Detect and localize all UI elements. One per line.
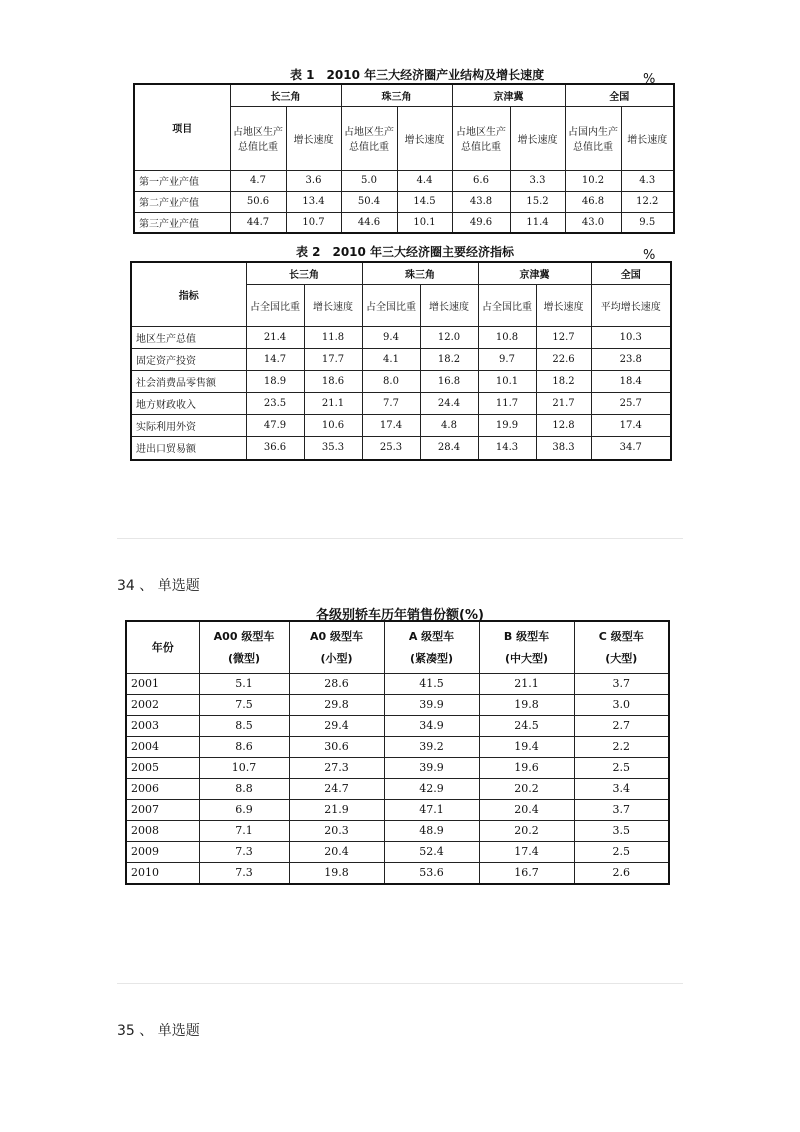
table3-header: [199, 621, 289, 673]
table3-cell: 48.9: [384, 820, 479, 841]
table2-row-label: 地区生产总值: [131, 326, 246, 348]
table1-cell: 46.8: [565, 191, 621, 212]
table2-row-label: 社会消费品零售额: [131, 370, 246, 392]
table3-year: 2004: [126, 736, 199, 757]
table2-cell: 10.1: [478, 370, 536, 392]
table2-sub-header: 平均增长速度: [591, 284, 671, 326]
table-row: [131, 348, 671, 370]
table1-group-header: 珠三角: [341, 84, 452, 106]
table2-cell: 17.7: [304, 348, 362, 370]
table-row: [131, 436, 671, 460]
table3-cell: 3.4: [574, 778, 669, 799]
table3-cell: 47.1: [384, 799, 479, 820]
table3-cell: 20.4: [289, 841, 384, 862]
table3-cell: 3.5: [574, 820, 669, 841]
table3-header: [574, 621, 669, 673]
table3-header-line2: (小型): [320, 652, 353, 666]
table3-cell: 29.4: [289, 715, 384, 736]
table1-sub-header: 占地区生产总值比重: [230, 106, 286, 170]
table3-header-line2: (微型): [227, 652, 261, 666]
table3-year: 2001: [126, 673, 199, 694]
table2-sub-header: 占全国比重: [362, 284, 420, 326]
table2-cell: 12.8: [536, 414, 591, 436]
table1-unit: %: [643, 72, 656, 87]
table3-cell: 16.7: [479, 862, 574, 884]
table3-year: 2008: [126, 820, 199, 841]
table2-cell: 28.4: [420, 436, 478, 460]
table3-header-line1: B 级型车: [503, 630, 550, 644]
table2-sub-header: 增长速度: [304, 284, 362, 326]
table1-cell: 3.3: [510, 170, 565, 191]
table3-header: [126, 621, 199, 673]
table1-cell: 44.6: [341, 212, 397, 233]
table3-header-line2: (中大型): [504, 652, 549, 666]
table3-cell: 39.9: [384, 694, 479, 715]
table2-cell: 18.2: [536, 370, 591, 392]
table3-cell: 34.9: [384, 715, 479, 736]
table1-cell: 11.4: [510, 212, 565, 233]
table2-unit: %: [643, 248, 656, 263]
table-row: [126, 841, 669, 862]
table2-cell: 38.3: [536, 436, 591, 460]
table3-cell: 5.1: [199, 673, 289, 694]
table1-group-header: 京津冀: [452, 84, 565, 106]
table3-cell: 24.7: [289, 778, 384, 799]
table2-cell: 11.7: [478, 392, 536, 414]
table-row: [126, 799, 669, 820]
table2-cell: 35.3: [304, 436, 362, 460]
table2-row-label: 进出口贸易额: [131, 436, 246, 460]
table-row: [126, 736, 669, 757]
table-row: [134, 191, 674, 212]
table1-cell: 3.6: [286, 170, 341, 191]
table1-sub-header: 增长速度: [397, 106, 452, 170]
table2-cell: 36.6: [246, 436, 304, 460]
table3-header-line1: A0 级型车: [310, 630, 363, 644]
table2-cell: 11.8: [304, 326, 362, 348]
table3-cell: 19.8: [289, 862, 384, 884]
table3-year: 2007: [126, 799, 199, 820]
table1-cell: 15.2: [510, 191, 565, 212]
table2-cell: 23.8: [591, 348, 671, 370]
table1-cell: 14.5: [397, 191, 452, 212]
table3-cell: 21.9: [289, 799, 384, 820]
table3-header: [289, 621, 384, 673]
table-row: [131, 326, 671, 348]
table2-group-header: 全国: [591, 262, 671, 284]
table1-sub-header: 增长速度: [621, 106, 674, 170]
table2-cell: 8.0: [362, 370, 420, 392]
table-row: [131, 370, 671, 392]
table2-cell: 16.8: [420, 370, 478, 392]
question-35-title: 35 、 单选题: [117, 1023, 200, 1039]
table3-header-line2: (大型): [605, 652, 638, 666]
table3-cell: 8.6: [199, 736, 289, 757]
table-row: [131, 392, 671, 414]
table3-cell: 20.2: [479, 778, 574, 799]
table3-cell: 41.5: [384, 673, 479, 694]
table3-cell: 29.8: [289, 694, 384, 715]
table2-sub-header: 增长速度: [536, 284, 591, 326]
table2-cell: 12.7: [536, 326, 591, 348]
table-row: [126, 862, 669, 884]
table3-year: 2002: [126, 694, 199, 715]
table3-header: [384, 621, 479, 673]
table-row: [126, 673, 669, 694]
table3-cell: 19.4: [479, 736, 574, 757]
table2-cell: 4.8: [420, 414, 478, 436]
table1-sub-header: 占国内生产总值比重: [565, 106, 621, 170]
table3-cell: 7.1: [199, 820, 289, 841]
table3-year: 2009: [126, 841, 199, 862]
table1-cell: 6.6: [452, 170, 510, 191]
table2-cell: 10.6: [304, 414, 362, 436]
table3-cell: 2.5: [574, 841, 669, 862]
table2-cell: 22.6: [536, 348, 591, 370]
table3-cell: 27.3: [289, 757, 384, 778]
table3-cell: 6.9: [199, 799, 289, 820]
table3-header-line1: C 级型车: [598, 630, 644, 644]
table1-cell: 49.6: [452, 212, 510, 233]
table2-sub-header: 占全国比重: [478, 284, 536, 326]
table3-cell: 28.6: [289, 673, 384, 694]
table3-cell: 39.2: [384, 736, 479, 757]
table3-header-line1: A00 级型车: [213, 630, 275, 644]
table2-cell: 17.4: [362, 414, 420, 436]
table-row: [131, 414, 671, 436]
table2-cell: 18.6: [304, 370, 362, 392]
table2-group-header: 珠三角: [362, 262, 478, 284]
table3-cell: 42.9: [384, 778, 479, 799]
table2-cell: 4.1: [362, 348, 420, 370]
table3: [125, 620, 670, 885]
table2-group-header: 京津冀: [478, 262, 591, 284]
table3-header-line2: (紧凑型): [409, 652, 454, 666]
table2-cell: 24.4: [420, 392, 478, 414]
table3-cell: 2.2: [574, 736, 669, 757]
table3-cell: 20.2: [479, 820, 574, 841]
table3-cell: 3.7: [574, 673, 669, 694]
table3-cell: 21.1: [479, 673, 574, 694]
table2-cell: 25.3: [362, 436, 420, 460]
table1-cell: 4.7: [230, 170, 286, 191]
table1-row-label: 第一产业产值: [134, 170, 230, 191]
table2-cell: 9.4: [362, 326, 420, 348]
table2-cell: 25.7: [591, 392, 671, 414]
table2-cell: 10.3: [591, 326, 671, 348]
table-row: [134, 170, 674, 191]
table1-cell: 4.4: [397, 170, 452, 191]
table3-cell: 19.8: [479, 694, 574, 715]
table3-cell: 2.6: [574, 862, 669, 884]
table3-header-line1: A 级型车: [408, 630, 455, 644]
table1-sub-header: 占地区生产总值比重: [452, 106, 510, 170]
table1-cell: 50.4: [341, 191, 397, 212]
table2-cell: 18.9: [246, 370, 304, 392]
table2-caption: 表 2 2010 年三大经济圈主要经济指标: [295, 245, 515, 259]
table2-row-label: 实际利用外资: [131, 414, 246, 436]
table1-cell: 10.1: [397, 212, 452, 233]
table3-cell: 7.3: [199, 862, 289, 884]
table2-cell: 47.9: [246, 414, 304, 436]
table1-cell: 43.0: [565, 212, 621, 233]
section-divider: [117, 983, 683, 984]
table3-year: 2003: [126, 715, 199, 736]
table1-cell: 13.4: [286, 191, 341, 212]
table-row: [126, 715, 669, 736]
table3-cell: 20.3: [289, 820, 384, 841]
table1-cell: 9.5: [621, 212, 674, 233]
table1-cell: 10.2: [565, 170, 621, 191]
table3-cell: 3.0: [574, 694, 669, 715]
table3-cell: 39.9: [384, 757, 479, 778]
table3-year: 2006: [126, 778, 199, 799]
table2-row-label: 地方财政收入: [131, 392, 246, 414]
table-row: [126, 694, 669, 715]
table3-cell: 7.3: [199, 841, 289, 862]
table-row: [126, 757, 669, 778]
table1-group-header: 长三角: [230, 84, 341, 106]
table2: [130, 261, 672, 461]
table1-sub-header: 增长速度: [286, 106, 341, 170]
table3-header-line1: 年份: [151, 641, 174, 655]
table-row: [126, 820, 669, 841]
table3-cell: 8.5: [199, 715, 289, 736]
table3-cell: 10.7: [199, 757, 289, 778]
table3-cell: 17.4: [479, 841, 574, 862]
table2-cell: 19.9: [478, 414, 536, 436]
table3-cell: 52.4: [384, 841, 479, 862]
table3-cell: 2.7: [574, 715, 669, 736]
table2-cell: 9.7: [478, 348, 536, 370]
table3-cell: 8.8: [199, 778, 289, 799]
table1-cell: 50.6: [230, 191, 286, 212]
table2-cell: 14.7: [246, 348, 304, 370]
table1-row-label: 第二产业产值: [134, 191, 230, 212]
table3-year: 2010: [126, 862, 199, 884]
table2-cell: 14.3: [478, 436, 536, 460]
table1-cell: 4.3: [621, 170, 674, 191]
table2-group-header: 长三角: [246, 262, 362, 284]
table2-cell: 21.1: [304, 392, 362, 414]
table2-cell: 10.8: [478, 326, 536, 348]
table1-cell: 10.7: [286, 212, 341, 233]
question-34-title: 34 、 单选题: [117, 578, 200, 594]
table3-cell: 3.7: [574, 799, 669, 820]
table3-caption: 各级别轿车历年销售份额(%): [316, 608, 484, 623]
table3-cell: 30.6: [289, 736, 384, 757]
table2-sub-header: 增长速度: [420, 284, 478, 326]
table3-year: 2005: [126, 757, 199, 778]
section-divider: [117, 538, 683, 539]
table2-cell: 17.4: [591, 414, 671, 436]
table2-cell: 34.7: [591, 436, 671, 460]
table3-cell: 20.4: [479, 799, 574, 820]
table1-cell: 5.0: [341, 170, 397, 191]
table1-cell: 12.2: [621, 191, 674, 212]
table2-cell: 12.0: [420, 326, 478, 348]
table3-cell: 19.6: [479, 757, 574, 778]
table1-item-header: 项目: [134, 84, 230, 170]
table3-cell: 2.5: [574, 757, 669, 778]
table2-cell: 23.5: [246, 392, 304, 414]
table2-cell: 7.7: [362, 392, 420, 414]
table-row: [134, 212, 674, 233]
table1-group-header: 全国: [565, 84, 674, 106]
table2-cell: 18.2: [420, 348, 478, 370]
table3-cell: 53.6: [384, 862, 479, 884]
table1-row-label: 第三产业产值: [134, 212, 230, 233]
table-row: [126, 778, 669, 799]
table1-cell: 44.7: [230, 212, 286, 233]
table2-row-label: 固定资产投资: [131, 348, 246, 370]
table1: [133, 83, 675, 234]
table3-header: [479, 621, 574, 673]
table2-cell: 18.4: [591, 370, 671, 392]
table2-item-header: 指标: [131, 262, 246, 326]
table1-caption: 表 1 2010 年三大经济圈产业结构及增长速度: [290, 68, 545, 82]
table1-cell: 43.8: [452, 191, 510, 212]
table3-cell: 7.5: [199, 694, 289, 715]
table1-sub-header: 占地区生产总值比重: [341, 106, 397, 170]
table1-sub-header: 增长速度: [510, 106, 565, 170]
table2-cell: 21.4: [246, 326, 304, 348]
table3-cell: 24.5: [479, 715, 574, 736]
table2-cell: 21.7: [536, 392, 591, 414]
table2-sub-header: 占全国比重: [246, 284, 304, 326]
